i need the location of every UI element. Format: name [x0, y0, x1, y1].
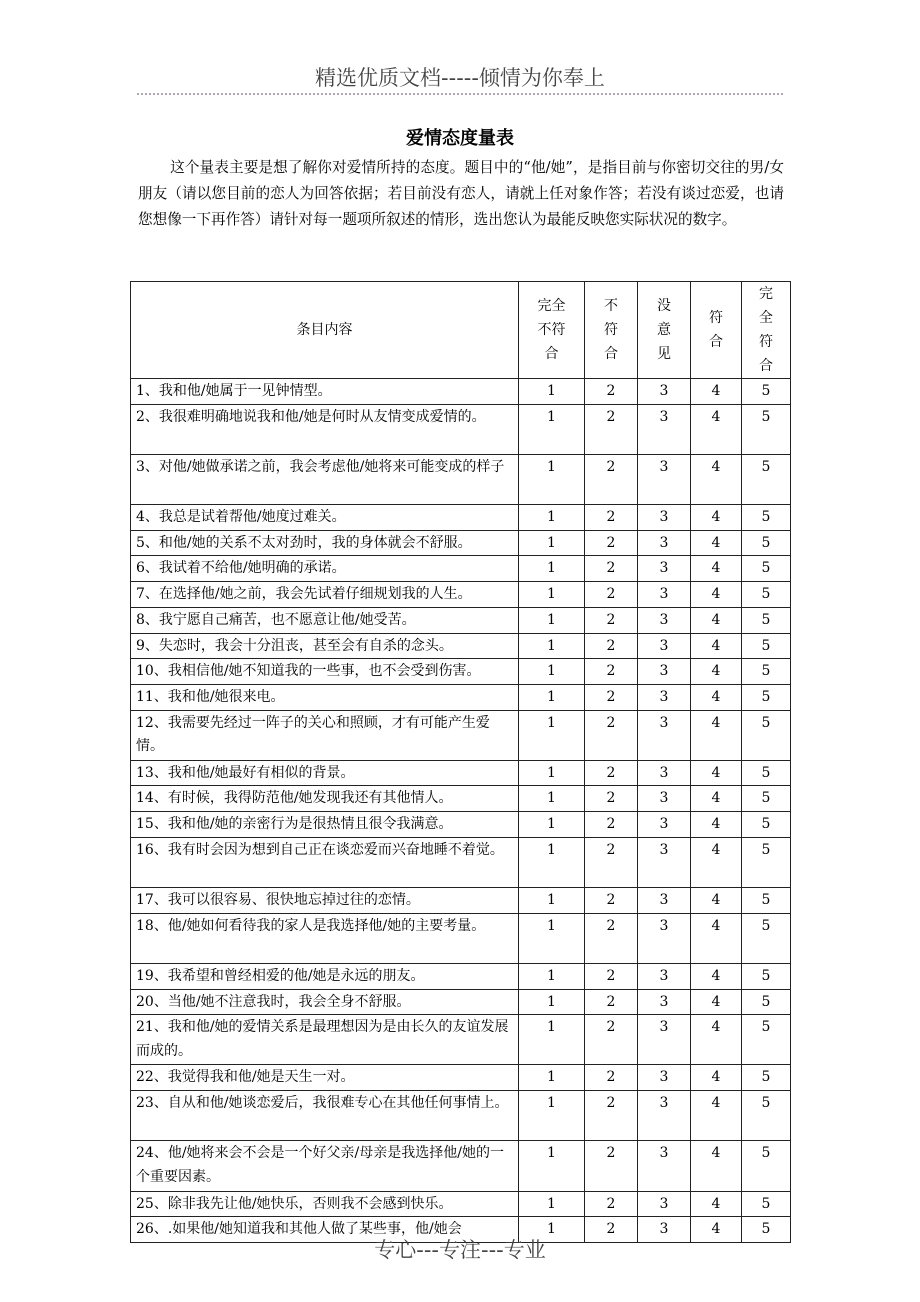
- rating-option-3[interactable]: 3: [638, 582, 691, 608]
- item-text: 24、他/她将来会不会是一个好父亲/母亲是我选择他/她的一个重要因素。: [131, 1141, 519, 1191]
- rating-option-2[interactable]: 2: [585, 1191, 638, 1217]
- item-text: 14、有时候，我得防范他/她发现我还有其他情人。: [131, 786, 519, 812]
- rating-option-5[interactable]: 5: [742, 582, 791, 608]
- table-row: [131, 582, 791, 608]
- item-text: 22、我觉得我和他/她是天生一对。: [131, 1065, 519, 1091]
- rating-option-5[interactable]: 5: [742, 659, 791, 685]
- rating-option-1[interactable]: 1: [519, 786, 585, 812]
- table-row: [131, 530, 791, 556]
- rating-option-4[interactable]: 4: [691, 556, 742, 582]
- table-row: [131, 913, 791, 963]
- rating-option-1[interactable]: 1: [519, 1015, 585, 1065]
- header-label: 完全不符合: [537, 298, 566, 362]
- rating-option-1[interactable]: 1: [519, 888, 585, 914]
- table-row: [131, 1141, 791, 1191]
- rating-option-5[interactable]: 5: [742, 989, 791, 1015]
- rating-option-3[interactable]: 3: [638, 963, 691, 989]
- rating-option-1[interactable]: 1: [519, 1065, 585, 1091]
- rating-option-5[interactable]: 5: [742, 1065, 791, 1091]
- rating-option-5[interactable]: 5: [742, 684, 791, 710]
- item-text: 16、我有时会因为想到自己正在谈恋爱而兴奋地睡不着觉。: [131, 837, 519, 887]
- rating-option-1[interactable]: 1: [519, 1217, 585, 1243]
- rating-option-5[interactable]: 5: [742, 556, 791, 582]
- item-text: 26、.如果他/她知道我和其他人做了某些事，他/她会: [131, 1217, 519, 1243]
- rating-option-4[interactable]: 4: [691, 989, 742, 1015]
- rating-option-4[interactable]: 4: [691, 1141, 742, 1191]
- rating-option-2[interactable]: 2: [585, 1141, 638, 1191]
- rating-option-3[interactable]: 3: [638, 633, 691, 659]
- page-header: 精选优质文档-----倾情为你奉上: [315, 66, 605, 90]
- rating-option-4[interactable]: 4: [691, 812, 742, 838]
- rating-option-4[interactable]: 4: [691, 1015, 742, 1065]
- rating-option-3[interactable]: 3: [638, 786, 691, 812]
- rating-option-1[interactable]: 1: [519, 913, 585, 963]
- table-row: [131, 963, 791, 989]
- rating-option-2[interactable]: 2: [585, 582, 638, 608]
- header-label: 没意见: [657, 298, 671, 362]
- rating-option-3[interactable]: 3: [638, 1141, 691, 1191]
- header-neutral: [638, 282, 691, 379]
- table-row: [131, 1091, 791, 1141]
- rating-option-4[interactable]: 4: [691, 888, 742, 914]
- item-text: 8、我宁愿自己痛苦，也不愿意让他/她受苦。: [131, 607, 519, 633]
- rating-option-4[interactable]: 4: [691, 786, 742, 812]
- item-text: 11、我和他/她很来电。: [131, 684, 519, 710]
- rating-option-5[interactable]: 5: [742, 913, 791, 963]
- rating-option-2[interactable]: 2: [585, 1091, 638, 1141]
- rating-option-1[interactable]: 1: [519, 760, 585, 786]
- rating-option-4[interactable]: 4: [691, 1217, 742, 1243]
- table-row: [131, 454, 791, 504]
- table-row: [131, 607, 791, 633]
- rating-option-5[interactable]: 5: [742, 1141, 791, 1191]
- rating-option-5[interactable]: 5: [742, 812, 791, 838]
- item-text: 10、我相信他/她不知道我的一些事，也不会受到伤害。: [131, 659, 519, 685]
- header-item-content: 条目内容: [131, 282, 519, 379]
- rating-option-3[interactable]: 3: [638, 1091, 691, 1141]
- rating-option-5[interactable]: 5: [742, 710, 791, 760]
- header-label: 不符合: [604, 298, 618, 362]
- rating-option-3[interactable]: 3: [638, 812, 691, 838]
- rating-option-3[interactable]: 3: [638, 454, 691, 504]
- item-text: 21、我和他/她的爱情关系是最理想因为是由长久的友谊发展而成的。: [131, 1015, 519, 1065]
- table-row: [131, 786, 791, 812]
- questionnaire-table: [130, 281, 791, 1243]
- header-label: 完全符合: [759, 286, 773, 374]
- rating-option-4[interactable]: 4: [691, 963, 742, 989]
- rating-option-2[interactable]: 2: [585, 530, 638, 556]
- rating-option-1[interactable]: 1: [519, 1141, 585, 1191]
- item-text: 4、我总是试着帮他/她度过难关。: [131, 505, 519, 531]
- rating-option-3[interactable]: 3: [638, 989, 691, 1015]
- item-text: 23、自从和他/她谈恋爱后，我很难专心在其他任何事情上。: [131, 1091, 519, 1141]
- rating-option-4[interactable]: 4: [691, 530, 742, 556]
- rating-option-1[interactable]: 1: [519, 1191, 585, 1217]
- table-row: [131, 1065, 791, 1091]
- document-title: 爱情态度量表: [406, 128, 514, 149]
- rating-option-2[interactable]: 2: [585, 888, 638, 914]
- rating-option-2[interactable]: 2: [585, 786, 638, 812]
- rating-option-1[interactable]: 1: [519, 989, 585, 1015]
- rating-option-4[interactable]: 4: [691, 379, 742, 405]
- rating-option-5[interactable]: 5: [742, 454, 791, 504]
- rating-option-4[interactable]: 4: [691, 582, 742, 608]
- rating-option-4[interactable]: 4: [691, 710, 742, 760]
- item-text: 12、我需要先经过一阵子的关心和照顾，才有可能产生爱情。: [131, 710, 519, 760]
- table-row: [131, 505, 791, 531]
- rating-option-4[interactable]: 4: [691, 913, 742, 963]
- rating-option-3[interactable]: 3: [638, 505, 691, 531]
- table-row: [131, 837, 791, 887]
- rating-option-2[interactable]: 2: [585, 963, 638, 989]
- item-text: 5、和他/她的关系不太对劲时，我的身体就会不舒服。: [131, 530, 519, 556]
- header-agree: [691, 282, 742, 379]
- rating-option-1[interactable]: 1: [519, 379, 585, 405]
- rating-option-1[interactable]: 1: [519, 633, 585, 659]
- table-row: [131, 760, 791, 786]
- header-strongly-agree: [742, 282, 791, 379]
- rating-option-4[interactable]: 4: [691, 837, 742, 887]
- rating-option-2[interactable]: 2: [585, 1217, 638, 1243]
- rating-option-1[interactable]: 1: [519, 607, 585, 633]
- rating-option-5[interactable]: 5: [742, 1015, 791, 1065]
- rating-option-1[interactable]: 1: [519, 454, 585, 504]
- table-row: [131, 556, 791, 582]
- rating-option-2[interactable]: 2: [585, 556, 638, 582]
- rating-option-2[interactable]: 2: [585, 710, 638, 760]
- rating-option-5[interactable]: 5: [742, 1191, 791, 1217]
- rating-option-4[interactable]: 4: [691, 659, 742, 685]
- rating-option-4[interactable]: 4: [691, 760, 742, 786]
- rating-option-1[interactable]: 1: [519, 404, 585, 454]
- table-row: [131, 659, 791, 685]
- rating-option-5[interactable]: 5: [742, 837, 791, 887]
- rating-option-3[interactable]: 3: [638, 404, 691, 454]
- item-text: 18、他/她如何看待我的家人是我选择他/她的主要考量。: [131, 913, 519, 963]
- rating-option-4[interactable]: 4: [691, 607, 742, 633]
- header-disagree: [585, 282, 638, 379]
- rating-option-2[interactable]: 2: [585, 659, 638, 685]
- rating-option-2[interactable]: 2: [585, 505, 638, 531]
- rating-option-3[interactable]: 3: [638, 659, 691, 685]
- rating-option-3[interactable]: 3: [638, 1015, 691, 1065]
- rating-option-4[interactable]: 4: [691, 404, 742, 454]
- rating-option-5[interactable]: 5: [742, 607, 791, 633]
- rating-option-3[interactable]: 3: [638, 684, 691, 710]
- rating-option-1[interactable]: 1: [519, 582, 585, 608]
- rating-option-1[interactable]: 1: [519, 710, 585, 760]
- rating-option-2[interactable]: 2: [585, 404, 638, 454]
- rating-option-5[interactable]: 5: [742, 530, 791, 556]
- rating-option-4[interactable]: 4: [691, 1065, 742, 1091]
- rating-option-3[interactable]: 3: [638, 1217, 691, 1243]
- table-row: [131, 684, 791, 710]
- rating-option-5[interactable]: 5: [742, 404, 791, 454]
- rating-option-2[interactable]: 2: [585, 989, 638, 1015]
- rating-option-4[interactable]: 4: [691, 1191, 742, 1217]
- table-row: [131, 1015, 791, 1065]
- rating-option-5[interactable]: 5: [742, 786, 791, 812]
- rating-option-4[interactable]: 4: [691, 633, 742, 659]
- rating-option-3[interactable]: 3: [638, 888, 691, 914]
- rating-option-2[interactable]: 2: [585, 913, 638, 963]
- rating-option-4[interactable]: 4: [691, 454, 742, 504]
- rating-option-2[interactable]: 2: [585, 684, 638, 710]
- table-row: [131, 379, 791, 405]
- table-row: [131, 404, 791, 454]
- rating-option-4[interactable]: 4: [691, 505, 742, 531]
- rating-option-1[interactable]: 1: [519, 659, 585, 685]
- item-text: 19、我希望和曾经相爱的他/她是永远的朋友。: [131, 963, 519, 989]
- item-text: 20、当他/她不注意我时，我会全身不舒服。: [131, 989, 519, 1015]
- rating-option-3[interactable]: 3: [638, 530, 691, 556]
- rating-option-3[interactable]: 3: [638, 556, 691, 582]
- rating-option-5[interactable]: 5: [742, 1217, 791, 1243]
- item-text: 15、我和他/她的亲密行为是很热情且很令我满意。: [131, 812, 519, 838]
- rating-option-3[interactable]: 3: [638, 710, 691, 760]
- rating-option-3[interactable]: 3: [638, 837, 691, 887]
- rating-option-5[interactable]: 5: [742, 888, 791, 914]
- rating-option-1[interactable]: 1: [519, 684, 585, 710]
- header-label: 符合: [709, 310, 723, 350]
- rating-option-3[interactable]: 3: [638, 913, 691, 963]
- header-strongly-disagree: [519, 282, 585, 379]
- rating-option-5[interactable]: 5: [742, 760, 791, 786]
- rating-option-2[interactable]: 2: [585, 812, 638, 838]
- rating-option-2[interactable]: 2: [585, 837, 638, 887]
- rating-option-2[interactable]: 2: [585, 633, 638, 659]
- rating-option-5[interactable]: 5: [742, 633, 791, 659]
- item-text: 2、我很难明确地说我和他/她是何时从友情变成爱情的。: [131, 404, 519, 454]
- rating-option-5[interactable]: 5: [742, 1091, 791, 1141]
- rating-option-2[interactable]: 2: [585, 1015, 638, 1065]
- item-text: 9、失恋时，我会十分沮丧，甚至会有自杀的念头。: [131, 633, 519, 659]
- rating-option-3[interactable]: 3: [638, 1191, 691, 1217]
- rating-option-3[interactable]: 3: [638, 607, 691, 633]
- rating-option-1[interactable]: 1: [519, 963, 585, 989]
- rating-option-2[interactable]: 2: [585, 454, 638, 504]
- rating-option-1[interactable]: 1: [519, 837, 585, 887]
- table-row: [131, 710, 791, 760]
- header-divider: [137, 93, 783, 95]
- rating-option-2[interactable]: 2: [585, 607, 638, 633]
- rating-option-1[interactable]: 1: [519, 530, 585, 556]
- rating-option-3[interactable]: 3: [638, 379, 691, 405]
- rating-option-2[interactable]: 2: [585, 760, 638, 786]
- item-text: 1、我和他/她属于一见钟情型。: [131, 379, 519, 405]
- rating-option-2[interactable]: 2: [585, 379, 638, 405]
- page-footer: 专心---专注---专业: [374, 1238, 546, 1262]
- rating-option-1[interactable]: 1: [519, 1091, 585, 1141]
- rating-option-3[interactable]: 3: [638, 1065, 691, 1091]
- rating-option-3[interactable]: 3: [638, 760, 691, 786]
- rating-option-1[interactable]: 1: [519, 812, 585, 838]
- table-row: [131, 633, 791, 659]
- rating-option-5[interactable]: 5: [742, 379, 791, 405]
- item-text: 25、除非我先让他/她快乐，否则我不会感到快乐。: [131, 1191, 519, 1217]
- rating-option-1[interactable]: 1: [519, 556, 585, 582]
- rating-option-4[interactable]: 4: [691, 684, 742, 710]
- item-text: 13、我和他/她最好有相似的背景。: [131, 760, 519, 786]
- rating-option-1[interactable]: 1: [519, 505, 585, 531]
- rating-option-4[interactable]: 4: [691, 1091, 742, 1141]
- table-row: [131, 1191, 791, 1217]
- rating-option-5[interactable]: 5: [742, 963, 791, 989]
- table-row: [131, 888, 791, 914]
- item-text: 17、我可以很容易、很快地忘掉过往的恋情。: [131, 888, 519, 914]
- table-row: [131, 989, 791, 1015]
- rating-option-2[interactable]: 2: [585, 1065, 638, 1091]
- item-text: 3、对他/她做承诺之前，我会考虑他/她将来可能变成的样子: [131, 454, 519, 504]
- rating-option-5[interactable]: 5: [742, 505, 791, 531]
- item-text: 7、在选择他/她之前，我会先试着仔细规划我的人生。: [131, 582, 519, 608]
- item-text: 6、我试着不给他/她明确的承诺。: [131, 556, 519, 582]
- table-row: [131, 812, 791, 838]
- intro-paragraph: 这个量表主要是想了解你对爱情所持的态度。题目中的“他/她”，是指目前与你密切交往的男/女朋友（请以您目前的恋人为回答依据；若目前没有恋人，请就上任对象作答；若没有谈过恋爱，也请您想像一下再作答）请针对每一题项所叙述的情形，选出您认为最能反映您实际状况的数字。: [138, 159, 784, 228]
